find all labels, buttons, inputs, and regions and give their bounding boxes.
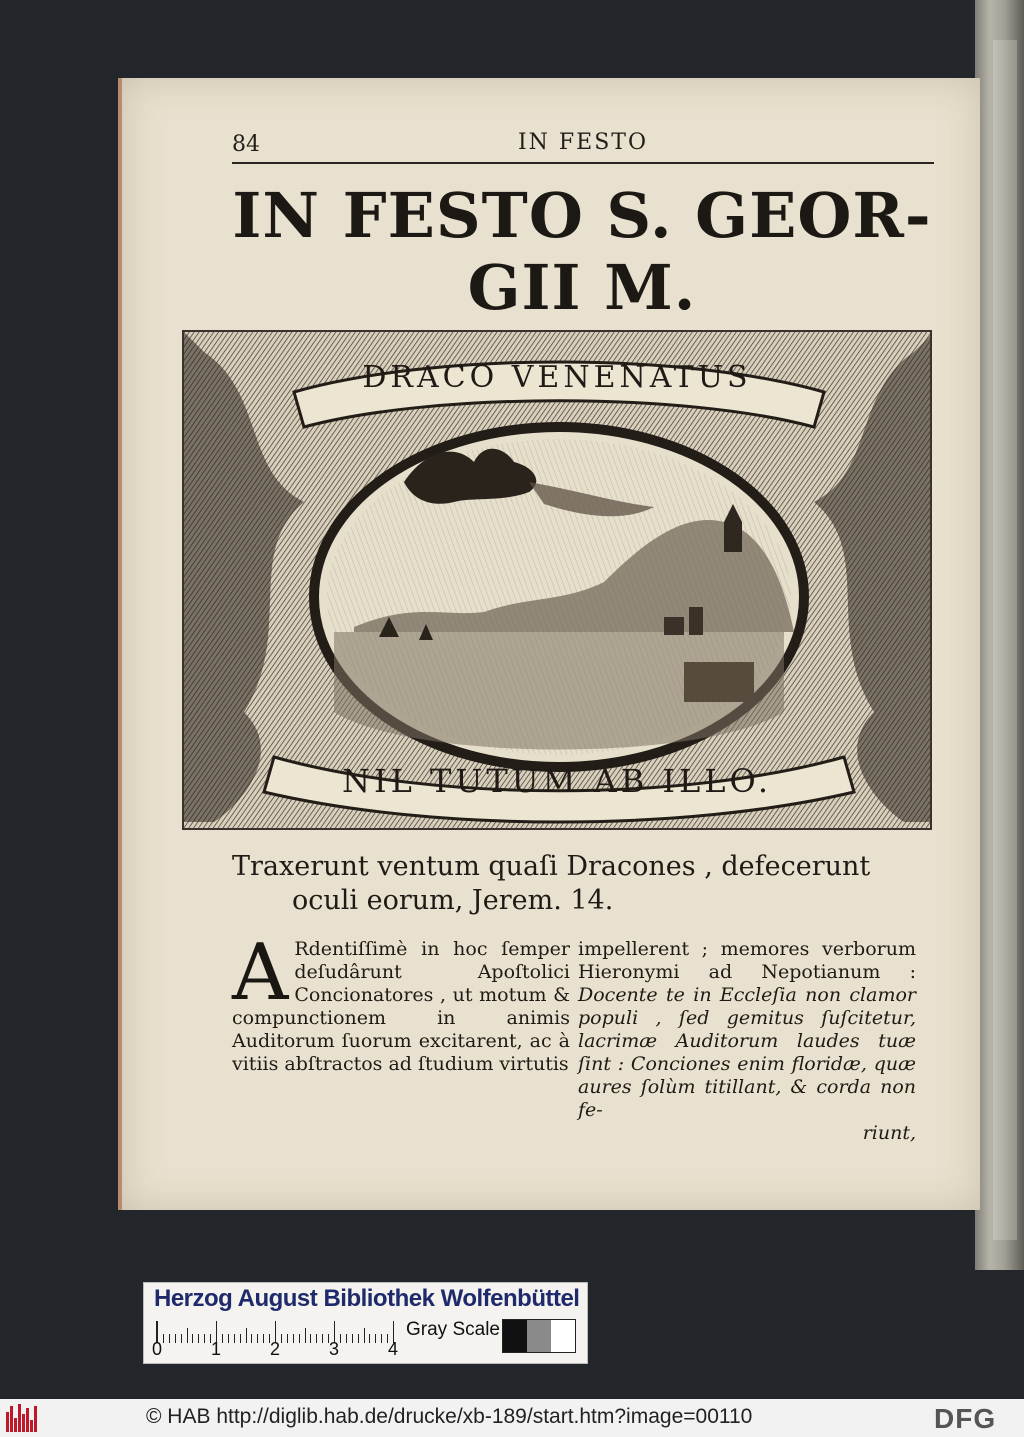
right-column-text: impellerent ; memores verborum Hieronymi ad Nepotianum :: [578, 938, 916, 983]
page-title: [222, 180, 942, 324]
running-head: [232, 130, 934, 164]
right-column-quote: Docente te in Eccleſia non clamor populi , ſed gemitus ſuſcitetur, lacrimæ Auditorum laudes tuæ ſint : Conciones enim floridæ, quæ aures ſolùm titillant, & corda non fe-: [578, 984, 916, 1121]
adjacent-pages-edge: [975, 0, 1024, 1270]
scanned-page: [118, 78, 980, 1210]
ruler-number: 2: [270, 1339, 281, 1359]
gray-scale-label: Gray Scale: [406, 1319, 500, 1340]
verse-line-1: Traxerunt ventum quaſi Dracones , defecerunt: [232, 851, 871, 882]
gray-swatch: [503, 1320, 527, 1352]
barcode-stripe: [14, 1418, 17, 1432]
barcode-stripe: [26, 1408, 29, 1432]
page-number: 84: [232, 132, 260, 157]
emblem-motto-bottom: NIL TUTUM AB ILLO.: [341, 762, 773, 800]
copyright-url[interactable]: © HAB http://diglib.hab.de/drucke/xb-189/start.htm?image=00110: [146, 1405, 753, 1428]
barcode-stripe: [18, 1404, 21, 1432]
barcode-stripe: [10, 1406, 13, 1432]
title-line-2: GII M.: [467, 251, 697, 324]
barcode-stripe: [30, 1420, 33, 1432]
emblem-engraving: [182, 330, 932, 830]
ruler-number: 1: [211, 1339, 222, 1359]
emblem-motto-top: DRACO VENENATUS: [362, 360, 752, 395]
footer-bar: [0, 1399, 1024, 1437]
barcode-icon: [6, 1404, 36, 1432]
emblem-illustration: [184, 332, 932, 830]
ruler-number: 4: [388, 1339, 399, 1359]
page-edge-strip: [993, 40, 1017, 1240]
text-column-right: [578, 938, 916, 1145]
dfg-logo: DFG: [934, 1403, 997, 1434]
barcode-stripe: [6, 1412, 9, 1432]
verse-line-2: oculi eorum, Jerem. 14.: [292, 885, 614, 916]
barcode-stripe: [22, 1414, 25, 1432]
gray-swatch: [527, 1320, 551, 1352]
gray-scale-swatch: [502, 1319, 576, 1353]
scripture-verse: [232, 850, 934, 918]
title-line-1: IN FESTO S. GEOR-: [232, 179, 932, 252]
barcode-stripe: [34, 1406, 37, 1432]
ruler-numbers: [152, 1339, 402, 1361]
ruler-number: 3: [329, 1339, 340, 1359]
library-label-card: [143, 1282, 588, 1364]
text-column-left: [232, 928, 570, 1076]
library-name: Herzog August Bibliothek Wolfenbüttel: [154, 1285, 580, 1312]
catchword: riunt,: [862, 1122, 916, 1144]
gray-swatch: [551, 1320, 575, 1352]
running-title: IN FESTO: [517, 130, 649, 155]
left-column-text: Rdentiſſimè in hoc ſemper deſudârunt Apoſtolici Concionatores , ut motum & compunctionem in animis Auditorum ſuorum excitarent, ac à vitiis abſtractos ad ſtudium virtutis: [232, 938, 570, 1075]
drop-cap: A: [232, 928, 289, 1018]
ruler-number: 0: [152, 1339, 163, 1359]
